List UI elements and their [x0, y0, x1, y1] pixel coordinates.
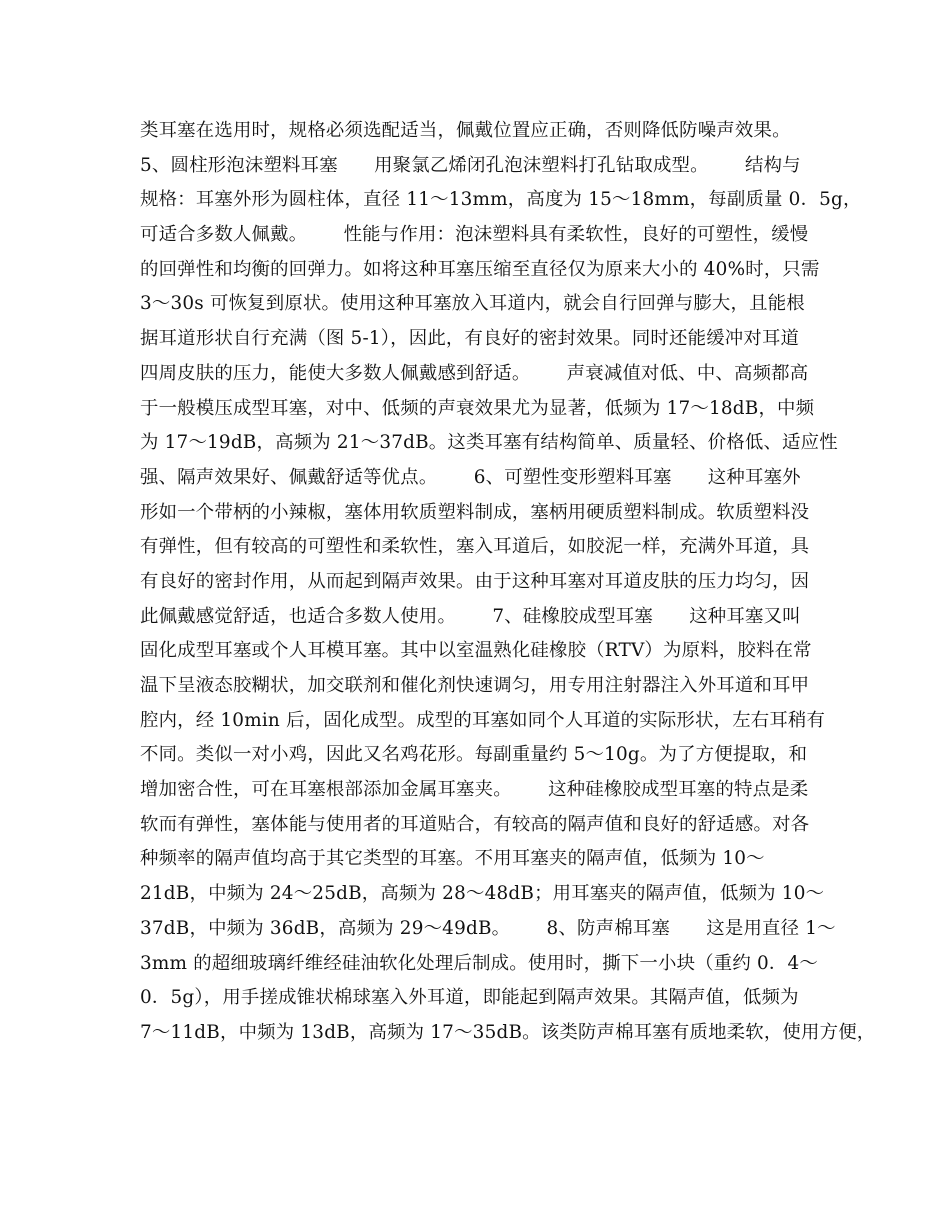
text-line: 不同。类似一对小鸡，因此又名鸡花形。每副重量约 5～10g。为了方便提取，和	[140, 744, 808, 766]
text-line: 有良好的密封作用，从而起到隔声效果。由于这种耳塞对耳道皮肤的压力均匀，因	[140, 570, 810, 592]
text-line: 有弹性，但有较高的可塑性和柔软性，塞入耳道后，如胶泥一样，充满外耳道，具	[140, 536, 810, 558]
text-line: 37dB，中频为 36dB，高频为 29～49dB。 8、防声棉耳塞 这是用直径 1～	[140, 917, 836, 939]
text-line: 种频率的隔声值均高于其它类型的耳塞。不用耳塞夹的隔声值，低频为 10～	[140, 848, 765, 870]
text-line: 强、隔声效果好、佩戴舒适等优点。 6、可塑性变形塑料耳塞 这种耳塞外	[140, 466, 801, 488]
text-line: 的回弹性和均衡的回弹力。如将这种耳塞压缩至直径仅为原来大小的 40%时，只需	[140, 258, 820, 280]
text-line: 四周皮肤的压力，能使大多数人佩戴感到舒适。 声衰减值对低、中、高频都高	[140, 362, 809, 384]
body-text	[140, 114, 876, 1051]
text-line: 5、圆柱形泡沫塑料耳塞 用聚氯乙烯闭孔泡沫塑料打孔钻取成型。 结构与	[140, 154, 801, 176]
text-line: 3mm 的超细玻璃纤维经硅油软化处理后制成。使用时，撕下一小块（重约 0．4～	[140, 952, 818, 974]
text-line: 类耳塞在选用时，规格必须选配适当，佩戴位置应正确，否则降低防噪声效果。	[140, 120, 791, 141]
text-line: 7～11dB，中频为 13dB，高频为 17～35dB。该类防声棉耳塞有质地柔软，使用方便，	[140, 1021, 876, 1043]
text-line: 21dB，中频为 24～25dB，高频为 28～48dB；用耳塞夹的隔声值，低频为 10～	[140, 883, 825, 905]
text-line: 形如一个带柄的小辣椒，塞体用软质塑料制成，塞柄用硬质塑料制成。软质塑料没	[140, 501, 810, 523]
text-line: 为 17～19dB，高频为 21～37dB。这类耳塞有结构简单、质量轻、价格低、适应性	[140, 432, 838, 454]
text-line: 于一般模压成型耳塞，对中、低频的声衰效果尤为显著，低频为 17～18dB，中频	[140, 397, 815, 419]
text-line: 增加密合性，可在耳塞根部添加金属耳塞夹。 这种硅橡胶成型耳塞的特点是柔	[140, 779, 809, 801]
text-line: 0．5g），用手搓成锥状棉球塞入外耳道，即能起到隔声效果。其隔声值，低频为	[140, 987, 799, 1009]
text-line: 温下呈液态胶糊状，加交联剂和催化剂快速调匀，用专用注射器注入外耳道和耳甲	[140, 675, 810, 696]
text-line: 3～30s 可恢复到原状。使用这种耳塞放入耳道内，就会自行回弹与膨大，且能根	[140, 293, 805, 315]
text-line: 规格：耳塞外形为圆柱体，直径 11～13mm，高度为 15～18mm，每副质量 0．5g，	[140, 189, 862, 211]
text-line: 可适合多数人佩戴。 性能与作用：泡沫塑料具有柔软性，良好的可塑性，缓慢	[140, 224, 809, 246]
text-line: 软而有弹性，塞体能与使用者的耳道贴合，有较高的隔声值和良好的舒适感。对各	[140, 813, 810, 835]
text-line: 腔内，经 10min 后，固化成型。成型的耳塞如同个人耳道的实际形状，左右耳稍有	[140, 709, 826, 731]
text-line: 固化成型耳塞或个人耳模耳塞。其中以室温熟化硅橡胶（RTV）为原料，胶料在常	[140, 640, 812, 662]
text-line: 此佩戴感觉舒适，也适合多数人使用。 7、硅橡胶成型耳塞 这种耳塞又叫	[140, 605, 801, 627]
text-line: 据耳道形状自行充满（图 5-1），因此，有良好的密封效果。同时还能缓冲对耳道	[140, 328, 800, 350]
